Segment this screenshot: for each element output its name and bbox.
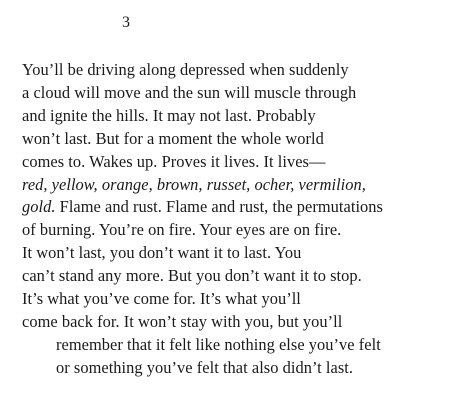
poem-line [22, 151, 472, 174]
line-italic-text: gold. [22, 197, 56, 217]
line-text: You’ll be driving along depressed when suddenly [22, 60, 349, 79]
poem-line [22, 288, 472, 311]
poem-line [22, 59, 472, 82]
poem-line [22, 311, 472, 334]
poem-line-indented [22, 357, 472, 380]
poem-line [22, 265, 472, 288]
poem-line [22, 242, 472, 265]
poem-line [22, 196, 472, 219]
poem-line [22, 128, 472, 151]
poem-body [22, 59, 472, 380]
page-number: 3 [122, 14, 130, 31]
line-text: It’s what you’ve come for. It’s what you’ll [22, 289, 301, 309]
poem-line-indented [22, 334, 472, 357]
line-text: can’t stand any more. But you don’t want it to stop. [22, 266, 362, 286]
line-text: of burning. You’re on fire. Your eyes are on fire. [22, 220, 342, 240]
line-text: come back for. It won’t stay with you, but you’ll [22, 311, 343, 331]
poem-line [22, 105, 472, 128]
poem-line [22, 82, 472, 105]
line-text: a cloud will move and the sun will muscle through [22, 82, 357, 102]
line-text: Flame and rust. Flame and rust, the permutations [55, 197, 383, 217]
line-text: remember that it felt like nothing else you’ve felt [56, 334, 381, 354]
line-text: comes to. Wakes up. Proves it lives. It lives— [22, 151, 326, 171]
line-text: won’t last. But for a moment the whole world [22, 128, 324, 148]
poem-line [22, 219, 472, 242]
line-text: or something you’ve felt that also didn’t last. [56, 357, 354, 377]
line-text: It won’t last, you don’t want it to last. You [22, 243, 302, 263]
line-italic-text: red, yellow, orange, brown, russet, ocher, vermilion, [22, 174, 366, 194]
poem-line [22, 174, 472, 197]
line-text: and ignite the hills. It may not last. Probably [22, 105, 316, 125]
